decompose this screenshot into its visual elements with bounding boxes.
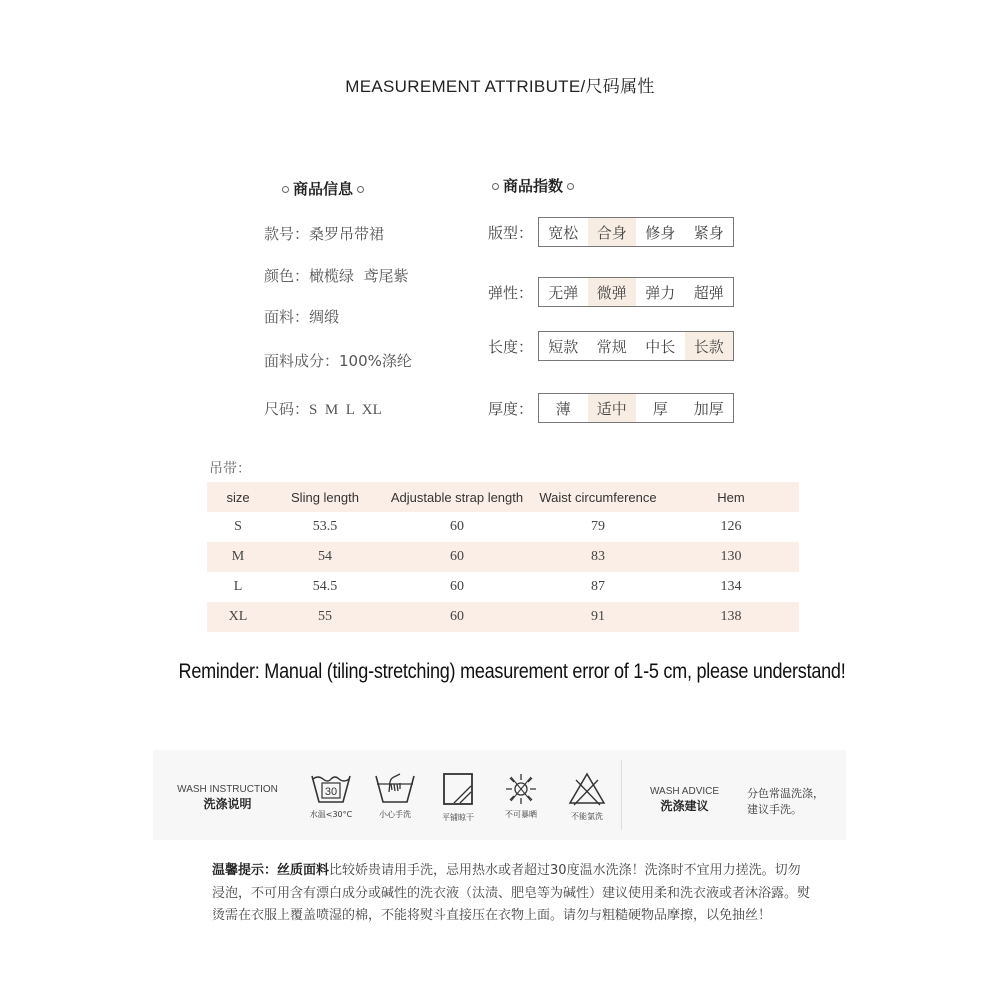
thickness-option: 加厚 [693,399,724,418]
elasticity-scale [538,277,734,307]
index-length: 长度： 短款 常规 中长 长款 [488,331,734,361]
wash-advice-title: WASH ADVICE 洗涤建议 [649,786,720,813]
thickness-option: 薄 [555,399,571,418]
hand-wash-icon [373,772,417,806]
table-row: M 54 60 83 130 [207,542,799,572]
circle-bullet-icon [492,183,499,190]
index-elasticity: 弹性： 无弹 微弹 弹力 超弹 [488,277,734,307]
length-option: 中长 [645,337,676,356]
index-thickness: 厚度： 薄 适中 厚 加厚 [488,393,734,423]
no-sun-item: 不可暴晒 [491,772,551,820]
product-info-heading: 商品信息 [278,178,368,199]
no-bleach-item: 不能氯洗 [557,772,617,822]
fit-scale [538,217,734,247]
wash-instructions-panel [153,750,846,840]
wash-30-icon [309,772,353,806]
elasticity-option-selected: 微弹 [588,278,637,306]
length-option: 常规 [596,337,627,356]
circle-bullet-icon [567,183,574,190]
fit-option: 紧身 [693,223,724,242]
circle-bullet-icon [282,186,289,193]
no-sun-icon [503,772,539,806]
info-color: 颜色：橄榄绿 鸢尾紫 [264,267,409,285]
wash-instruction-title: WASH INSTRUCTION 洗涤说明 [177,784,278,811]
page-title: MEASUREMENT ATTRIBUTE/尺码属性 [345,77,655,96]
care-tips: 温馨提示：丝质面料比较娇贵请用手洗，忌用热水或者超过30度温水洗涤！洗涤时不宜用力搓洗。切勿浸泡，不可用含有漂白成分或碱性的洗衣液（汰渍、肥皂等为碱性）建议使用柔和洗衣液或者沐浴露。熨烫需在衣服上覆盖喷湿的棉，不能将熨斗直接压在衣物上面。请勿与粗糙硬物品摩擦，以免抽丝！ [212,863,811,923]
info-sizes: 尺码：S M L XL [264,400,382,418]
elasticity-option: 无弹 [548,283,579,302]
table-header-row: size Sling length Adjustable strap length Waist circumference Hem [207,482,799,512]
fit-option-selected: 合身 [588,218,637,246]
no-bleach-icon [567,772,607,806]
fit-option: 宽松 [548,223,579,242]
length-scale [538,331,734,361]
strap-table-label: 吊带： [209,461,251,477]
index-fit: 版型： 宽松 合身 修身 紧身 [488,217,734,247]
wash-30-item: 30 水温<30°C [301,772,361,820]
info-style-number: 款号：桑罗吊带裙 [264,225,385,243]
thickness-option-selected: 适中 [588,394,637,422]
dry-flat-item: 平铺晾干 [428,772,488,823]
dry-flat-icon [440,772,476,806]
measurement-reminder: Reminder: Manual (tiling-stretching) measurement error of 1-5 cm, please understand! [178,660,846,683]
table-row: XL 55 60 91 138 [207,602,799,632]
size-table [207,482,799,632]
table-row: L 54.5 60 87 134 [233,579,742,594]
length-option: 短款 [548,337,579,356]
svg-text:30: 30 [324,786,338,798]
hand-wash-item: 小心手洗 [365,772,425,820]
product-index-heading: 商品指数 [488,175,578,196]
divider [621,760,622,830]
info-composition: 面料成分：100%涤纶 [264,352,412,370]
circle-bullet-icon [357,186,364,193]
wash-advice-text: 分色常温洗涤， 建议手洗。 [747,787,824,816]
table-row: S 53.5 60 79 126 [234,519,742,534]
thickness-scale [538,393,734,423]
info-fabric: 面料：绸缎 [264,308,340,326]
fit-option: 修身 [645,223,676,242]
thickness-option: 厚 [652,399,668,418]
length-option-selected: 长款 [685,332,734,360]
elasticity-option: 弹力 [645,283,676,302]
elasticity-option: 超弹 [693,283,724,302]
